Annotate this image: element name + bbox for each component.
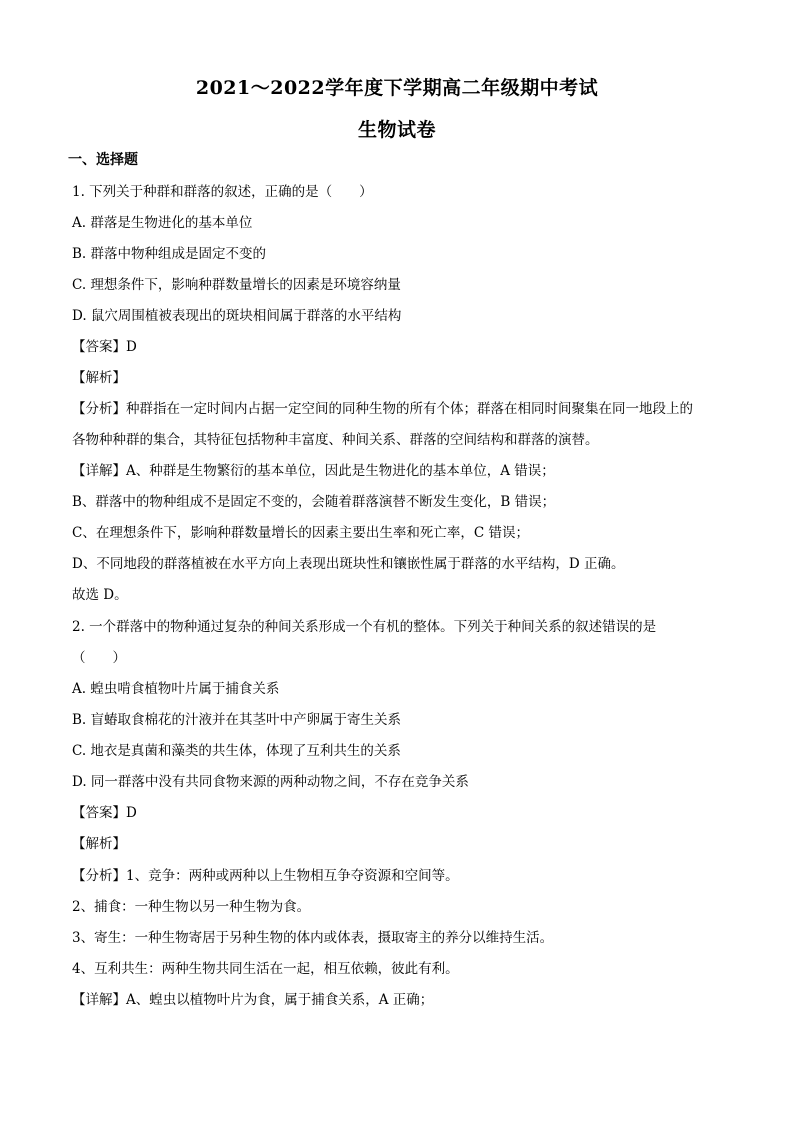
exam-title: 2021～2022学年度下学期高二年级期中考试 [195, 77, 599, 99]
text-line: 4、互利共生：两种生物共同生活在一起，相互依赖，彼此有利。 [72, 961, 459, 977]
text-line: 各物种种群的集合，其特征包括物种丰富度、种间关系、群落的空间结构和群落的演替。 [72, 432, 599, 448]
text-line: A. 群落是生物进化的基本单位 [72, 215, 253, 231]
text-line: 故选 D。 [72, 587, 128, 603]
text-line: C. 理想条件下，影响种群数量增长的因素是环境容纳量 [72, 277, 401, 293]
analysis-label: 【解析】 [72, 370, 126, 386]
text-line: A. 蝗虫啃食植物叶片属于捕食关系 [72, 681, 280, 697]
text-line: B. 盲蝽取食棉花的汁液并在其茎叶中产卵属于寄生关系 [72, 712, 402, 728]
text-line: （ ） [72, 650, 126, 666]
text-line: 【详解】A、种群是生物繁衍的基本单位，因此是生物进化的基本单位，A 错误； [72, 463, 555, 479]
analysis-label: 【解析】 [72, 836, 126, 852]
section-heading: 一、选择题 [68, 152, 138, 168]
text-line: D. 鼠穴周围植被表现出的斑块相间属于群落的水平结构 [72, 308, 402, 324]
text-line: 【详解】A、蝗虫以植物叶片为食，属于捕食关系，A 正确； [72, 992, 434, 1008]
text-line: B、群落中的物种组成不是固定不变的，会随着群落演替不断发生变化，B 错误； [72, 494, 556, 510]
text-line: 2. 一个群落中的物种通过复杂的种间关系形成一个有机的整体。下列关于种间关系的叙述错误的是 [72, 619, 657, 635]
text-line: C. 地衣是真菌和藻类的共生体，体现了互利共生的关系 [72, 743, 401, 759]
text-line: 1. 下列关于种群和群落的叙述，正确的是（ ） [72, 184, 373, 200]
text-line: 【分析】种群指在一定时间内占据一定空间的同种生物的所有个体；群落在相同时间聚集在同一地段上的 [72, 401, 693, 417]
text-line: 【分析】1、竞争：两种或两种以上生物相互争夺资源和空间等。 [72, 868, 459, 884]
answer-line: 【答案】D [72, 339, 137, 355]
answer-line: 【答案】D [72, 805, 137, 821]
text-line: 2、捕食：一种生物以另一种生物为食。 [72, 899, 311, 915]
text-line: C、在理想条件下，影响种群数量增长的因素主要出生率和死亡率，C 错误； [72, 525, 529, 541]
text-line: D. 同一群落中没有共同食物来源的两种动物之间，不存在竞争关系 [72, 774, 469, 790]
exam-subtitle: 生物试卷 [357, 119, 436, 141]
text-line: D、不同地段的群落植被在水平方向上表现出斑块性和镶嵌性属于群落的水平结构，D 正确。 [72, 556, 625, 572]
text-line: B. 群落中物种组成是固定不变的 [72, 246, 267, 262]
text-line: 3、寄生：一种生物寄居于另种生物的体内或体表，摄取寄主的养分以维持生活。 [72, 930, 554, 946]
